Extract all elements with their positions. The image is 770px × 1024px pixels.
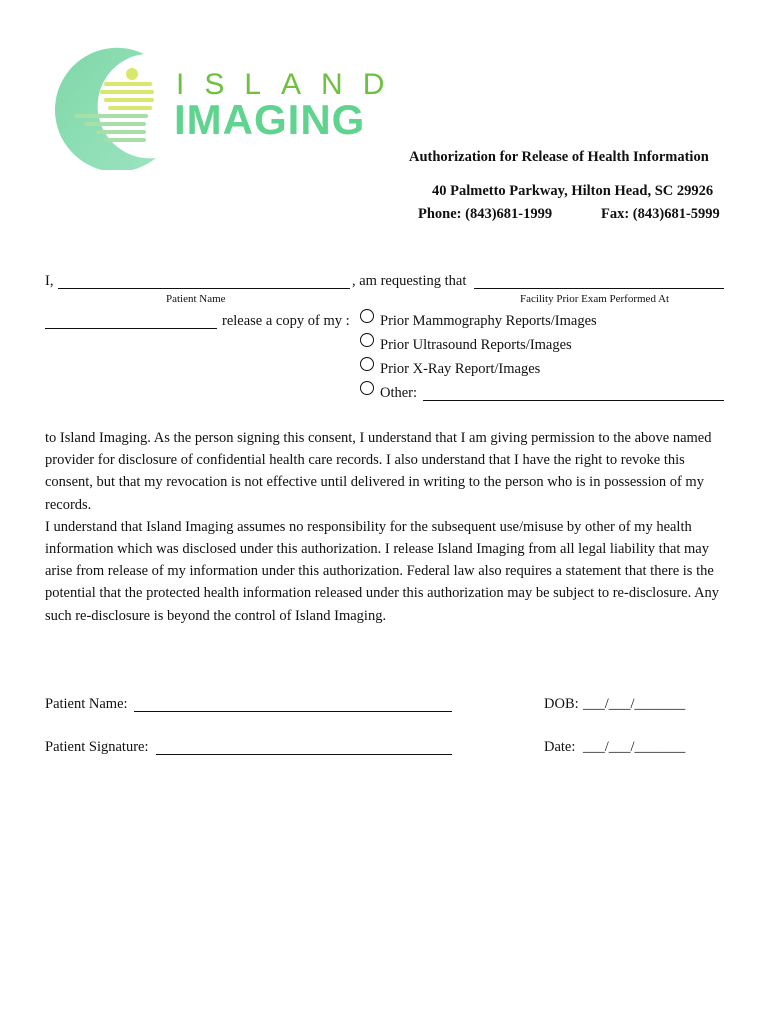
radio-xray[interactable] xyxy=(360,357,374,371)
facility-fax: Fax: (843)681-5999 xyxy=(601,206,720,222)
provider-field[interactable] xyxy=(45,328,217,329)
facility-field[interactable] xyxy=(474,288,724,289)
patient-signature-label: Patient Signature: xyxy=(45,739,149,755)
consent-paragraph-2: I understand that Island Imaging assumes no responsibility for the subsequent use/misuse by other of my health information which was disclosed under this authorization. I release Island Imaging from all legal liability that may arise from release of my information under this authorization. Federal law also requires a statement that there is the potential that the protected health information released under this authorization may be subject to re-disclosure. Any such re-disclosure is beyond the control of Island Imaging. xyxy=(45,518,720,624)
request-mid-text: , am requesting that xyxy=(352,273,467,289)
consent-paragraph-1: to Island Imaging. As the person signing this consent, I understand that I am giving permission to the above named provider for disclosure of confidential health care records. I also understand that I have the right to revoke this consent, but that my revocation is not effective until delivered in writing to the person who is in possession of my records. xyxy=(45,430,712,513)
patient-name-caption: Patient Name xyxy=(166,293,226,305)
logo-imaging-text: IMAGING xyxy=(174,96,366,143)
date-field[interactable]: ___/___/_______ xyxy=(583,739,686,755)
option-other: Other: xyxy=(380,385,418,401)
dob-label: DOB: xyxy=(544,696,579,712)
option-xray: Prior X-Ray Report/Images xyxy=(380,361,541,377)
other-field[interactable] xyxy=(423,400,724,401)
form-title: Authorization for Release of Health Information xyxy=(409,149,709,165)
request-prefix: I, xyxy=(45,273,54,289)
option-ultrasound: Prior Ultrasound Reports/Images xyxy=(380,337,572,353)
patient-signature-field[interactable] xyxy=(156,754,452,755)
facility-address: 40 Palmetto Parkway, Hilton Head, SC 29926 xyxy=(432,183,714,199)
release-text: release a copy of my : xyxy=(222,313,350,329)
patient-name-field[interactable] xyxy=(58,288,350,289)
logo-island-text: ISLAND xyxy=(176,68,405,101)
patient-name-label: Patient Name: xyxy=(45,696,128,712)
facility-phone: Phone: (843)681-1999 xyxy=(418,206,553,222)
facility-caption: Facility Prior Exam Performed At xyxy=(520,293,670,305)
consent-body xyxy=(45,427,733,627)
date-label: Date: xyxy=(544,739,576,755)
radio-other[interactable] xyxy=(360,381,374,395)
option-mammography: Prior Mammography Reports/Images xyxy=(380,313,597,329)
radio-ultrasound[interactable] xyxy=(360,333,374,347)
patient-name-signature-field[interactable] xyxy=(134,711,452,712)
radio-mammography[interactable] xyxy=(360,309,374,323)
dob-field[interactable]: ___/___/_______ xyxy=(583,696,686,712)
